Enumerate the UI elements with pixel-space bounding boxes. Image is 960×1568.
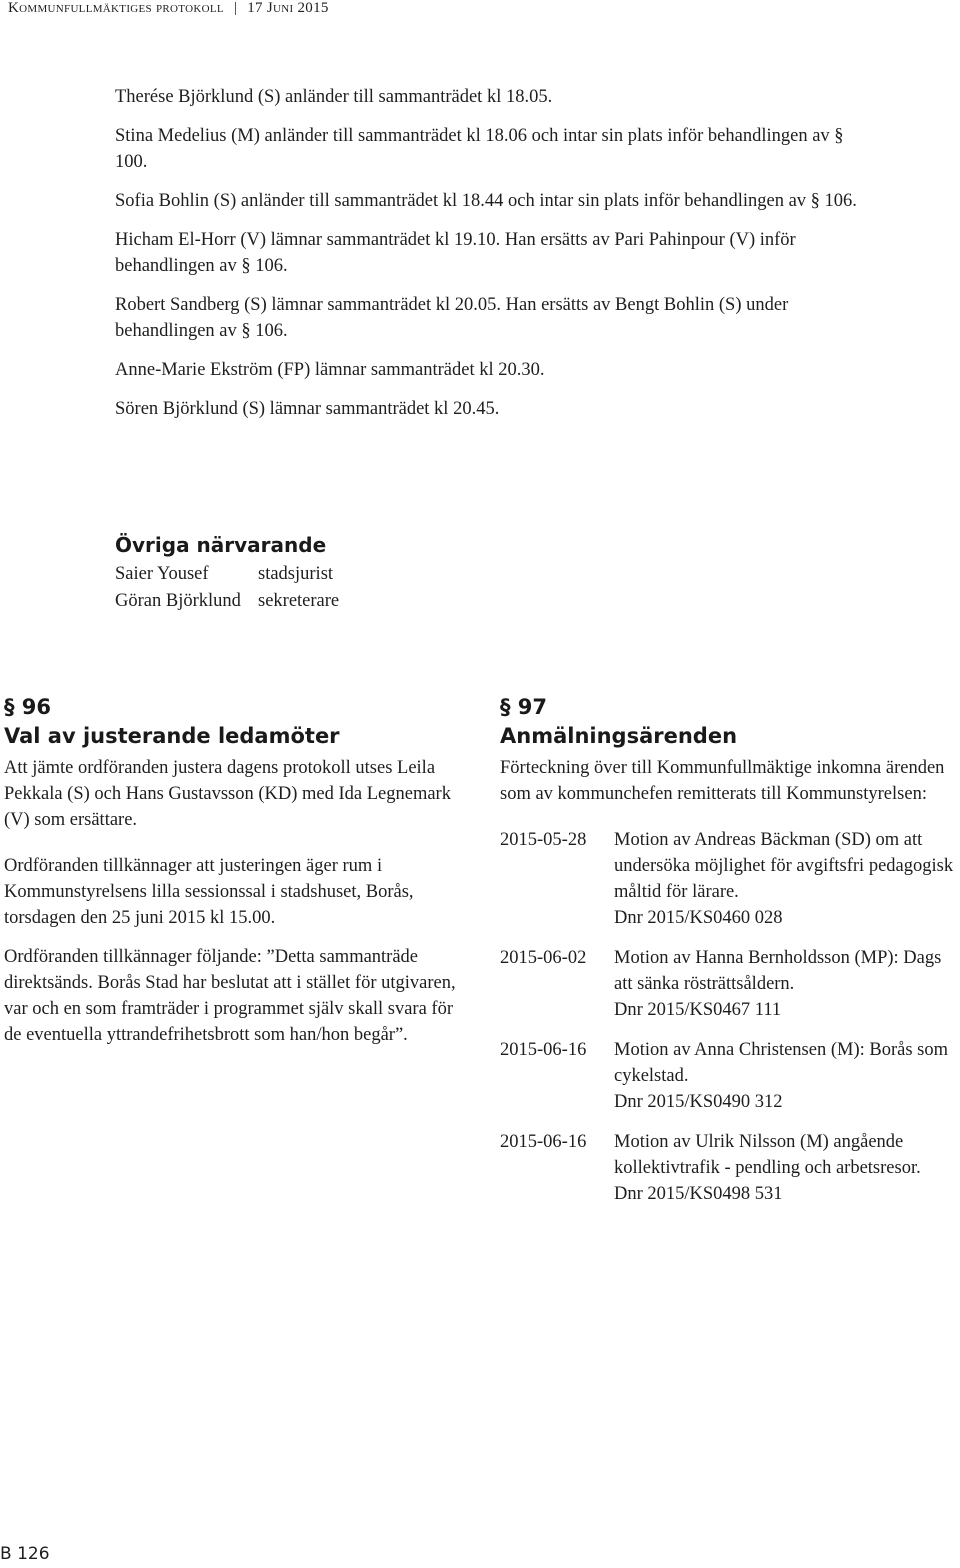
- attendee-row: [115, 561, 339, 588]
- attendee-role: sekreterare: [258, 591, 340, 611]
- attendance-note: Sören Björklund (S) lämnar sammanträdet kl 20.45.: [115, 399, 500, 419]
- attendance-notes: [115, 84, 875, 435]
- matter-entry: [500, 945, 958, 1023]
- entry-text: Motion av Ulrik Nilsson (M) angående kollektivtrafik - pendling och arbetsresor.: [614, 1132, 921, 1178]
- attendee-role: stadsjurist: [258, 564, 334, 584]
- attendance-note: Stina Medelius (M) anländer till sammanträdet kl 18.06 och intar sin plats inför behandlingen av § 100.: [115, 126, 844, 172]
- entry-date: 2015-06-16: [500, 1040, 587, 1060]
- other-attendees: [115, 533, 339, 615]
- entry-dnr: Dnr 2015/KS0498 531: [614, 1184, 783, 1204]
- attendee-name: Göran Björklund: [115, 591, 241, 611]
- running-header: [8, 0, 329, 17]
- entry-date: 2015-06-02: [500, 948, 587, 968]
- section-paragraph: Att jämte ordföranden justera dagens protokoll utses Leila Pekkala (S) och Hans Gustavsson (KD) med Ida Legnemark (V) som ersättare.: [4, 758, 451, 830]
- section-paragraph: Ordföranden tillkännager följande: ”Detta sammanträde direktsänds. Borås Stad har beslutat att i stället för utgivaren, var och en som framträder i programmet själv skall svara för de eventuella yttrandefrihetsbrott som han/hon begår”.: [4, 947, 456, 1045]
- section-title: Val av justerande ledamöter: [4, 724, 340, 748]
- header-date: 17 Juni 2015: [247, 0, 329, 16]
- attendance-note: Hicham El-Horr (V) lämnar sammanträdet kl 19.10. Han ersätts av Pari Pahinpour (V) inför behandlingen av § 106.: [115, 230, 796, 276]
- attendance-note: Therése Björklund (S) anländer till sammanträdet kl 18.05.: [115, 87, 553, 107]
- matter-entry: [500, 1037, 958, 1115]
- section-title: Anmälningsärenden: [500, 724, 738, 748]
- section-number: § 96: [4, 695, 52, 719]
- matter-entry: [500, 1129, 958, 1207]
- matter-entry: [500, 827, 958, 931]
- section-paragraph: Ordföranden tillkännager att justeringen äger rum i Kommunstyrelsens lilla sessionssal i stadshuset, Borås, torsdagen den 25 juni 2015 kl 15.00.: [4, 856, 414, 928]
- section-intro: Förteckning över till Kommunfullmäktige inkomna ärenden som av kommunchefen remitterats till Kommunstyrelsen:: [500, 758, 945, 804]
- entry-date: 2015-06-16: [500, 1132, 587, 1152]
- entry-text: Motion av Anna Christensen (M): Borås som cykelstad.: [614, 1040, 949, 1086]
- section-number: § 97: [500, 695, 548, 719]
- section-97: [500, 693, 958, 1221]
- page-number: B 126: [0, 1544, 50, 1564]
- attendee-row: [115, 588, 339, 615]
- entry-text: Motion av Hanna Bernholdsson (MP): Dags att sänka rösträttsåldern.: [614, 948, 942, 994]
- entry-date: 2015-05-28: [500, 830, 587, 850]
- header-separator: |: [233, 0, 238, 16]
- attendance-note: Anne-Marie Ekström (FP) lämnar sammanträdet kl 20.30.: [115, 360, 545, 380]
- attendance-note: Sofia Bohlin (S) anländer till sammanträdet kl 18.44 och intar sin plats inför behandlingen av § 106.: [115, 191, 857, 211]
- attendance-note: Robert Sandberg (S) lämnar sammanträdet kl 20.05. Han ersätts av Bengt Bohlin (S) under behandlingen av § 106.: [115, 295, 789, 341]
- entry-text: Motion av Andreas Bäckman (SD) om att undersöka möjlighet för avgiftsfri pedagogisk måltid för lärare.: [614, 830, 954, 902]
- entry-dnr: Dnr 2015/KS0467 111: [614, 1000, 782, 1020]
- other-attendees-heading: Övriga närvarande: [115, 533, 327, 557]
- section-96: [4, 693, 456, 1061]
- attendee-name: Saier Yousef: [115, 564, 209, 584]
- entry-dnr: Dnr 2015/KS0460 028: [614, 908, 783, 928]
- header-title: Kommunfullmäktiges protokoll: [8, 0, 224, 16]
- entry-dnr: Dnr 2015/KS0490 312: [614, 1092, 783, 1112]
